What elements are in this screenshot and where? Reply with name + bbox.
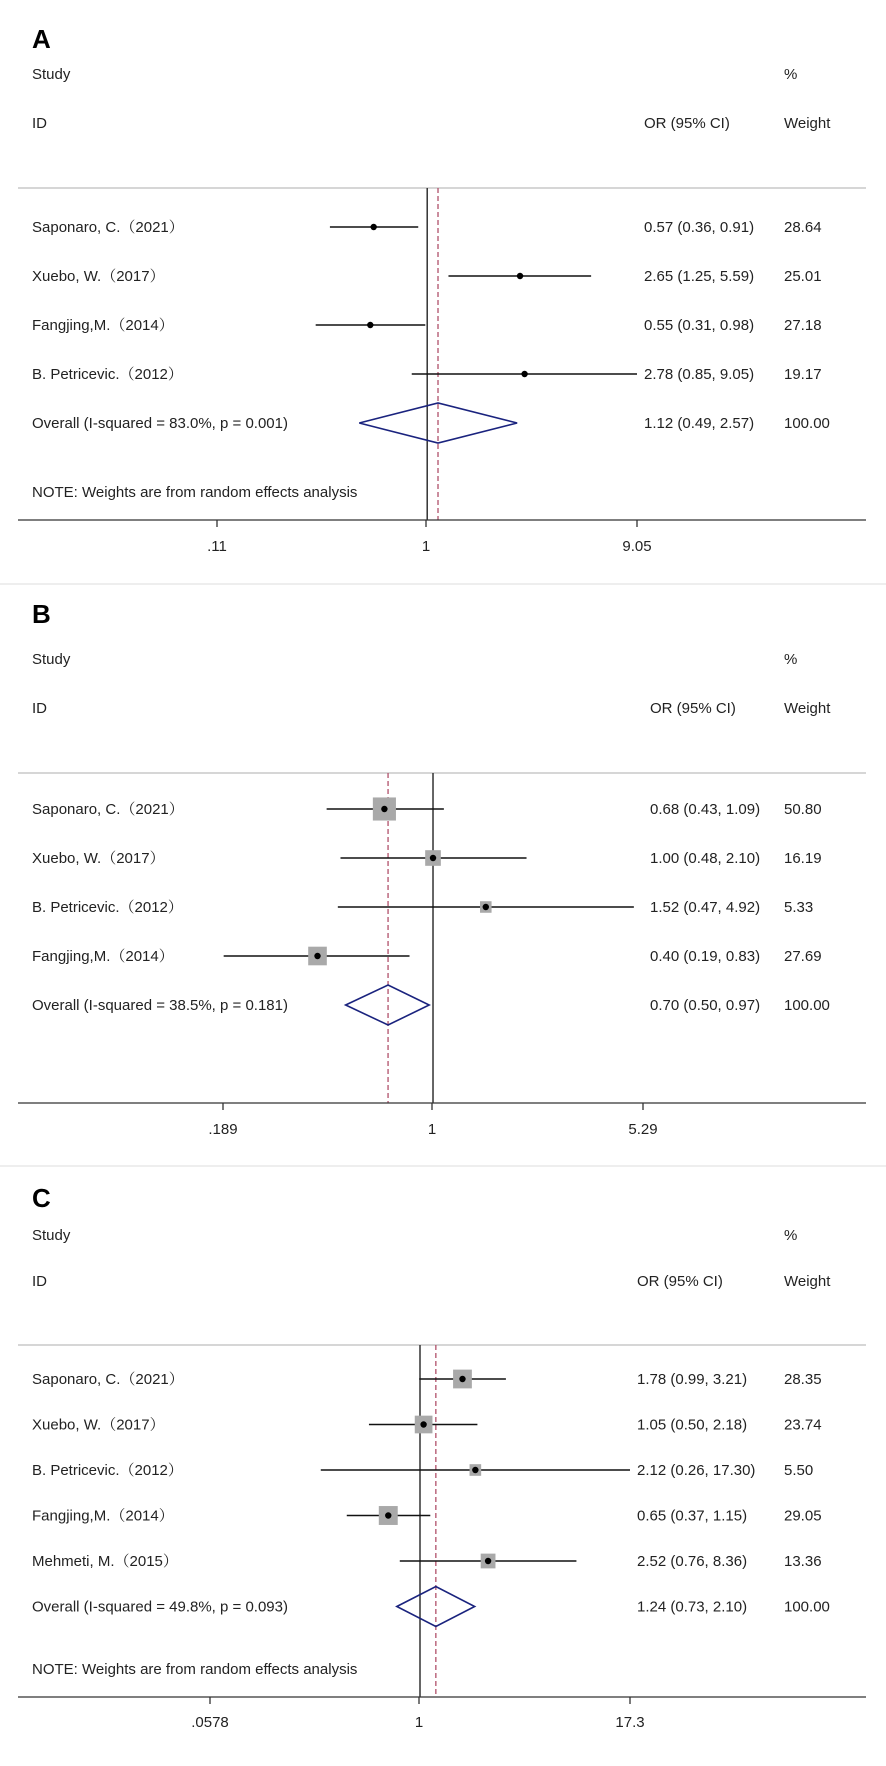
- panel-letter: B: [32, 599, 51, 629]
- study-ci-text: 0.68 (0.43, 1.09): [650, 801, 761, 818]
- header-percent: %: [784, 66, 798, 83]
- header-study: Study: [32, 1227, 71, 1244]
- panel-letter: C: [32, 1183, 51, 1213]
- study-ci-text: 2.65 (1.25, 5.59): [644, 268, 755, 285]
- header-weight: Weight: [784, 700, 831, 717]
- overall-label: Overall (I-squared = 49.8%, p = 0.093): [32, 1598, 288, 1616]
- study-ci-text: 1.00 (0.48, 2.10): [650, 850, 761, 867]
- header-estimate: OR (95% CI): [644, 115, 730, 132]
- x-tick-label: 1: [427, 1121, 437, 1138]
- header-weight: Weight: [784, 1273, 831, 1290]
- overall-weight: 100.00: [784, 997, 830, 1014]
- point-estimate: [483, 904, 489, 910]
- header-study: Study: [32, 651, 71, 668]
- study-ci-text: 1.78 (0.99, 3.21): [637, 1371, 748, 1388]
- point-estimate: [472, 1467, 478, 1473]
- study-weight: 16.19: [784, 850, 822, 867]
- header-id: ID: [32, 1273, 47, 1290]
- study-label: Saponaro, C.（2021）: [32, 1371, 184, 1388]
- study-label: B. Petricevic.（2012）: [32, 1462, 183, 1479]
- point-estimate: [381, 806, 387, 812]
- point-estimate: [430, 855, 436, 861]
- overall-weight: 100.00: [784, 1598, 830, 1616]
- study-ci-text: 2.52 (0.76, 8.36): [637, 1553, 748, 1570]
- study-weight: 28.35: [784, 1371, 822, 1388]
- study-weight: 29.05: [784, 1507, 822, 1525]
- x-tick-label: .11: [207, 538, 227, 555]
- header-percent: %: [784, 1227, 798, 1244]
- header-percent: %: [784, 651, 798, 668]
- overall-label: Overall (I-squared = 83.0%, p = 0.001): [32, 415, 288, 432]
- forest-plot-panel-a: [0, 0, 886, 583]
- forest-plot-b-svg: [0, 585, 886, 1165]
- study-weight: 27.18: [784, 317, 822, 334]
- study-label: Xuebo, W.（2017）: [32, 1416, 165, 1434]
- study-label: Saponaro, C.（2021）: [32, 219, 184, 236]
- study-weight: 19.17: [784, 366, 822, 383]
- forest-plot-panel-b: [0, 585, 886, 1165]
- x-tick-label: .0578: [191, 1714, 229, 1731]
- study-weight: 23.74: [784, 1416, 822, 1434]
- x-tick-label: 17.3: [615, 1714, 645, 1731]
- header-weight: Weight: [784, 115, 831, 132]
- study-weight: 27.69: [784, 948, 822, 965]
- point-estimate: [314, 953, 320, 959]
- x-tick-label: 1: [421, 538, 431, 555]
- study-weight: 25.01: [784, 268, 822, 285]
- study-label: Saponaro, C.（2021）: [32, 801, 184, 818]
- point-estimate: [420, 1421, 426, 1427]
- x-tick-label: 1: [414, 1714, 424, 1731]
- x-tick-label: 5.29: [628, 1121, 658, 1138]
- study-ci-text: 2.12 (0.26, 17.30): [637, 1462, 756, 1479]
- point-estimate: [367, 322, 373, 328]
- panel-letter: A: [32, 24, 51, 54]
- forest-plot-panel-c: [0, 1167, 886, 1761]
- study-ci-text: 2.78 (0.85, 9.05): [644, 366, 755, 383]
- overall-weight: 100.00: [784, 415, 830, 432]
- point-estimate: [370, 224, 376, 230]
- point-estimate: [485, 1558, 491, 1564]
- forest-plot-c-svg: [0, 1167, 886, 1761]
- forest-plot-a-svg: [0, 0, 886, 583]
- study-weight: 13.36: [784, 1553, 822, 1570]
- point-estimate: [459, 1376, 465, 1382]
- header-id: ID: [32, 115, 47, 132]
- note-text: NOTE: Weights are from random effects analysis: [32, 484, 358, 501]
- x-tick-label: .189: [208, 1121, 238, 1138]
- study-label: Mehmeti, M.（2015）: [32, 1553, 178, 1570]
- header-estimate: OR (95% CI): [637, 1273, 723, 1290]
- study-label: B. Petricevic.（2012）: [32, 899, 183, 916]
- note-text: NOTE: Weights are from random effects analysis: [32, 1661, 358, 1678]
- study-label: Fangjing,M.（2014）: [32, 317, 174, 334]
- study-label: Xuebo, W.（2017）: [32, 268, 165, 285]
- point-estimate: [517, 273, 523, 279]
- study-ci-text: 0.40 (0.19, 0.83): [650, 948, 761, 965]
- study-weight: 5.33: [784, 899, 814, 916]
- study-label: Fangjing,M.（2014）: [32, 948, 174, 965]
- study-ci-text: 1.52 (0.47, 4.92): [650, 899, 761, 916]
- study-weight: 28.64: [784, 219, 822, 236]
- overall-ci-text: 1.12 (0.49, 2.57): [644, 415, 755, 432]
- study-label: Fangjing,M.（2014）: [32, 1507, 174, 1525]
- header-id: ID: [32, 700, 47, 717]
- point-estimate: [521, 371, 527, 377]
- header-study: Study: [32, 66, 71, 83]
- point-estimate: [385, 1512, 391, 1518]
- study-label: Xuebo, W.（2017）: [32, 850, 165, 867]
- header-estimate: OR (95% CI): [650, 700, 736, 717]
- study-ci-text: 0.65 (0.37, 1.15): [637, 1507, 748, 1525]
- x-tick-label: 9.05: [622, 538, 652, 555]
- study-weight: 5.50: [784, 1462, 814, 1479]
- study-ci-text: 0.55 (0.31, 0.98): [644, 317, 755, 334]
- study-weight: 50.80: [784, 801, 822, 818]
- overall-label: Overall (I-squared = 38.5%, p = 0.181): [32, 997, 288, 1014]
- study-ci-text: 1.05 (0.50, 2.18): [637, 1416, 748, 1434]
- study-ci-text: 0.57 (0.36, 0.91): [644, 219, 755, 236]
- overall-ci-text: 0.70 (0.50, 0.97): [650, 997, 761, 1014]
- overall-ci-text: 1.24 (0.73, 2.10): [637, 1598, 748, 1616]
- study-label: B. Petricevic.（2012）: [32, 366, 183, 383]
